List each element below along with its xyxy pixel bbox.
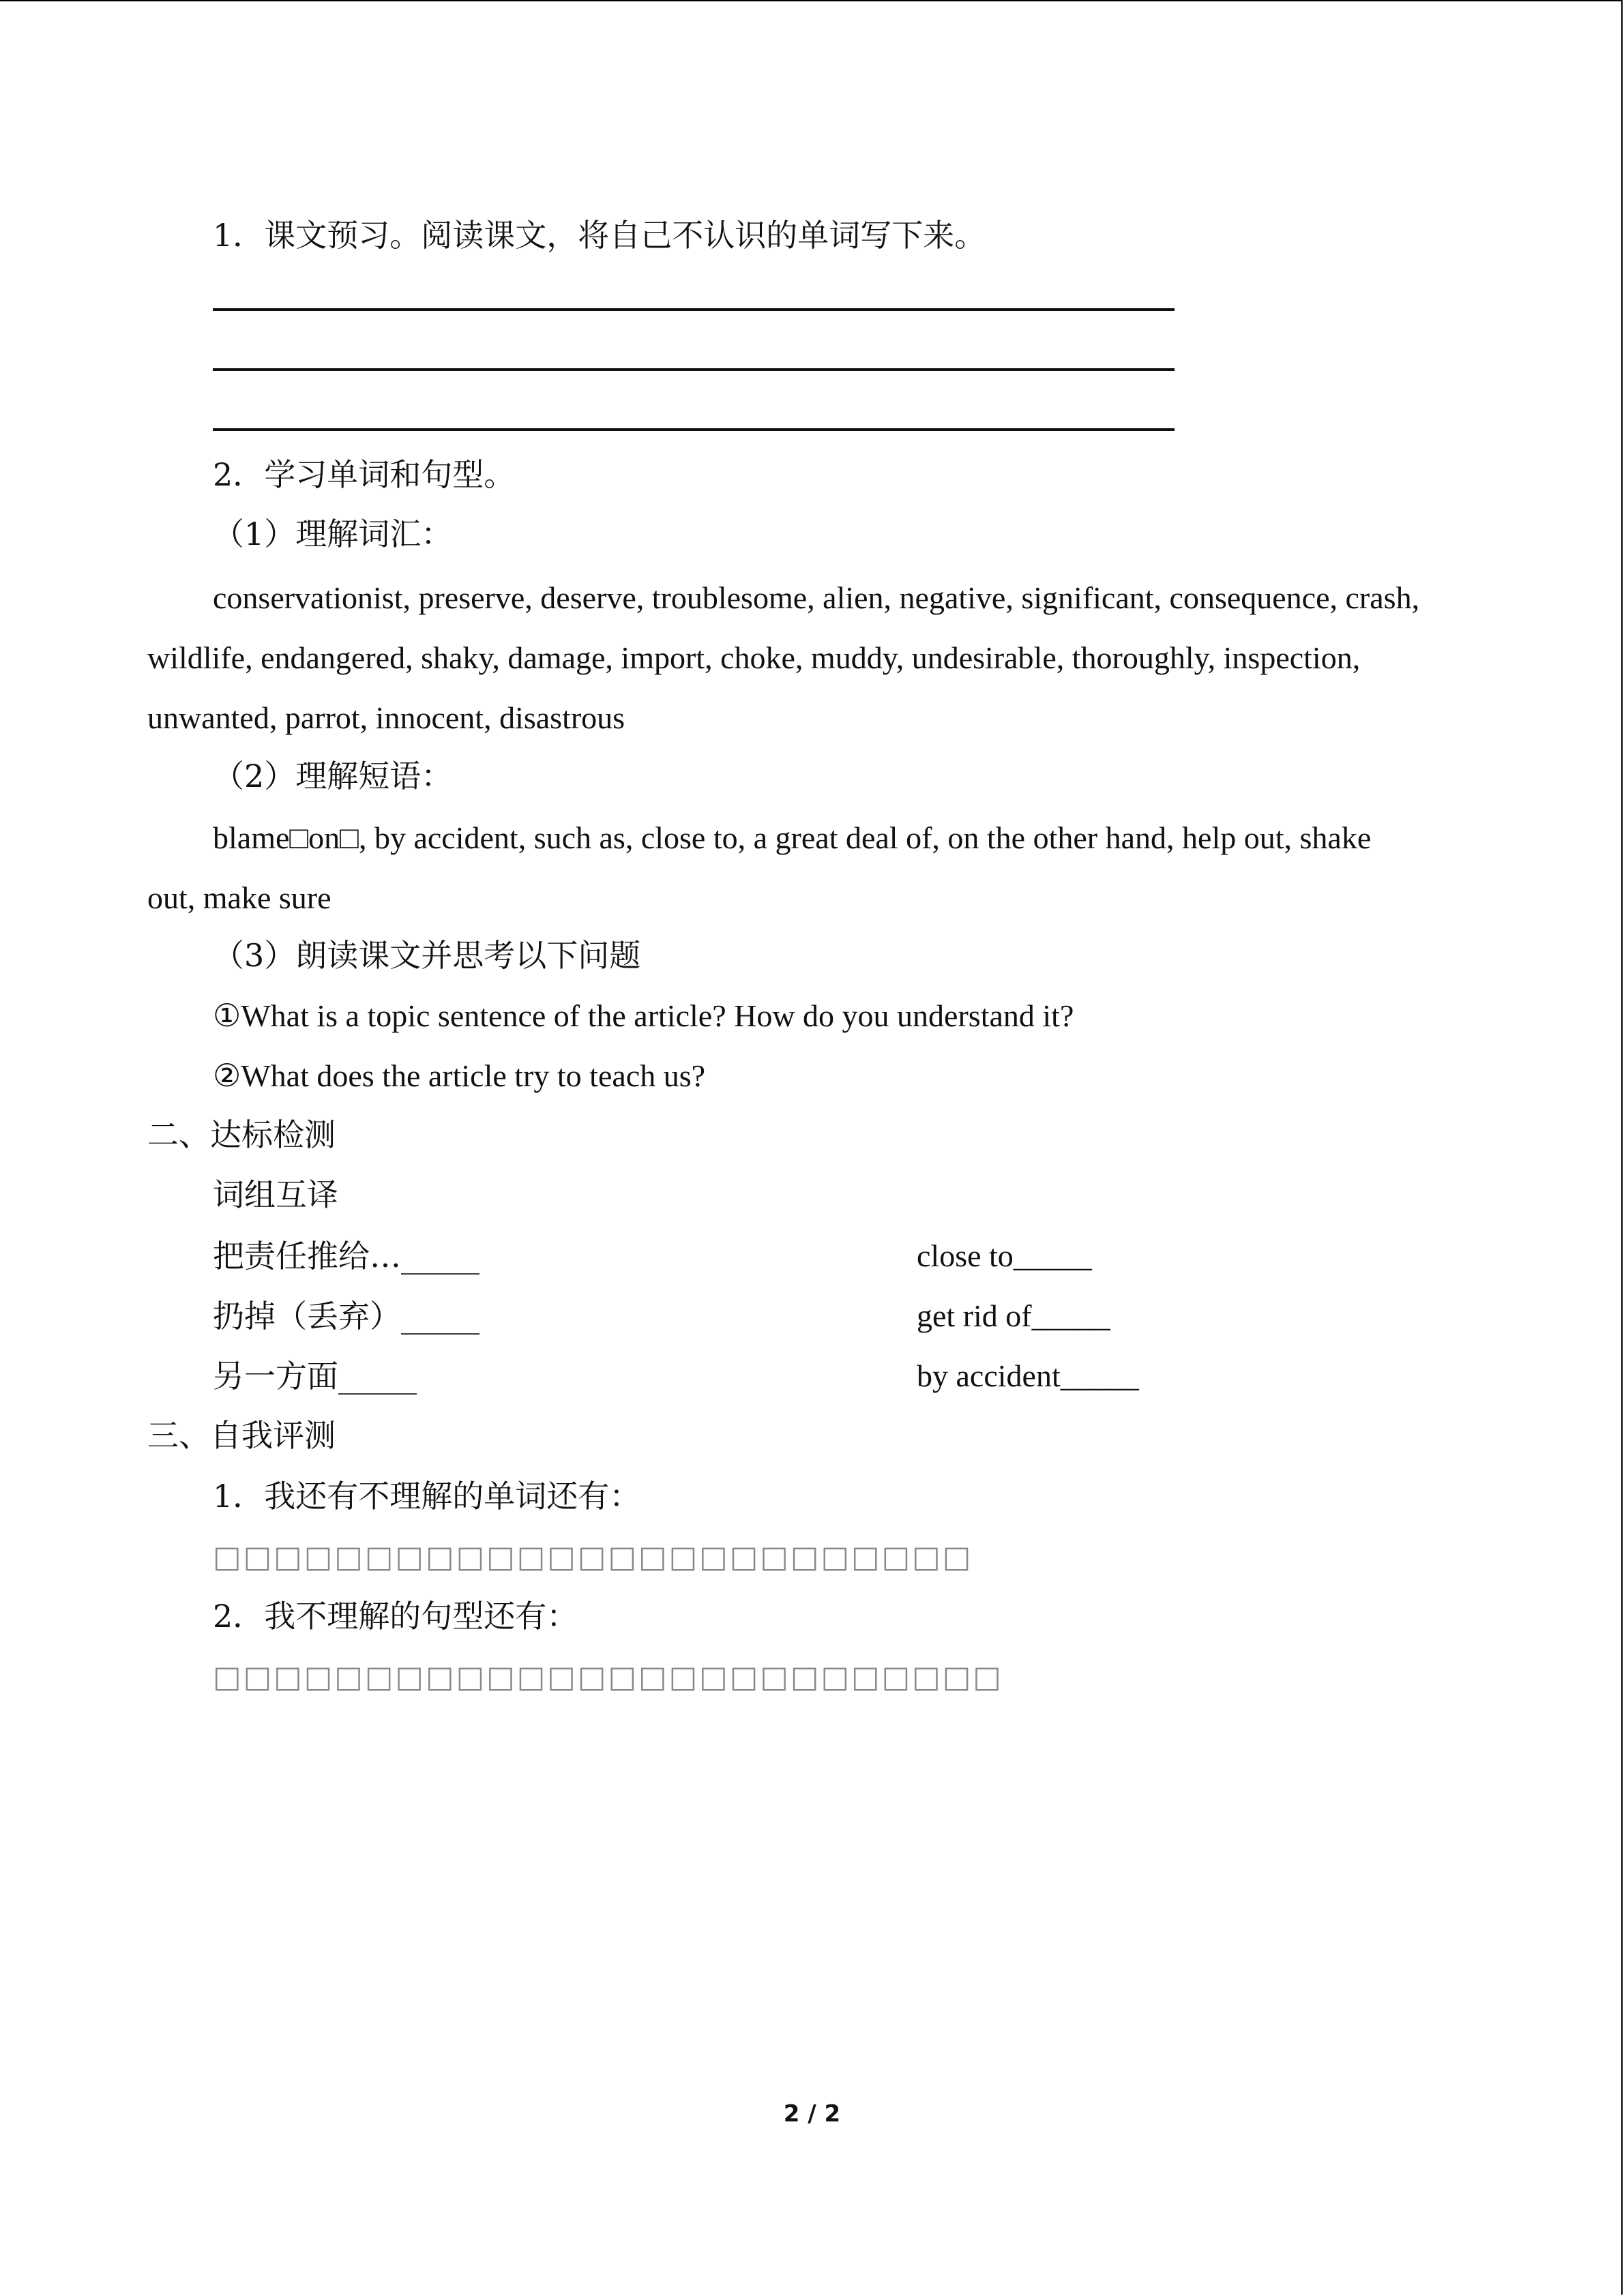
page-number: 2 / 2 <box>783 2100 841 2128</box>
reading-title: （3）朗读课文并思考以下问题 <box>213 937 641 974</box>
self-eval-item-1: 1．我还有不理解的单词还有： <box>213 1478 641 1515</box>
translate-right-2: get rid of_____ <box>917 1298 1110 1333</box>
phrase-line-1: blame□on□, by accident, such as, close to, a great deal of, on the other hand, help out, shake <box>213 820 1372 855</box>
translate-left-1: 把责任推给…_____ <box>213 1238 479 1274</box>
translate-right-3: by accident_____ <box>917 1358 1139 1393</box>
preview-item-2: 2．学习单词和句型。 <box>213 456 516 493</box>
test-subheading: 词组互译 <box>213 1176 338 1213</box>
question-1: ①What is a topic sentence of the article? How do you understand it? <box>213 998 1074 1033</box>
translate-left-3: 另一方面_____ <box>213 1358 417 1395</box>
question-2: ②What does the article try to teach us? <box>213 1058 706 1093</box>
translate-left-2: 扔掉（丢弃）_____ <box>213 1298 479 1335</box>
answer-boxes-1[interactable]: □□□□□□□□□□□□□□□□□□□□□□□□□ <box>213 1540 973 1575</box>
self-eval-heading: 三、自我评测 <box>147 1417 336 1454</box>
translate-right-1: close to_____ <box>917 1238 1092 1273</box>
vocab-line-3: unwanted, parrot, innocent, disastrous <box>147 700 625 735</box>
vocab-line-2: wildlife, endangered, shaky, damage, import, choke, muddy, undesirable, thoroughly, inspection, <box>147 640 1361 675</box>
vocab-title: （1）理解词汇： <box>213 516 453 552</box>
answer-line-2[interactable] <box>213 368 1175 371</box>
self-eval-item-2: 2．我不理解的句型还有： <box>213 1598 578 1635</box>
test-heading: 二、达标检测 <box>147 1116 336 1153</box>
answer-line-1[interactable] <box>213 308 1175 311</box>
phrase-line-2: out, make sure <box>147 880 331 915</box>
phrase-title: （2）理解短语： <box>213 758 453 794</box>
vocab-line-1: conservationist, preserve, deserve, troublesome, alien, negative, significant, consequence, crash, <box>213 580 1420 615</box>
preview-item-1: 1．课文预习。阅读课文，将自己不认识的单词写下来。 <box>213 217 986 254</box>
answer-line-3[interactable] <box>213 428 1175 431</box>
answer-boxes-2[interactable]: □□□□□□□□□□□□□□□□□□□□□□□□□□ <box>213 1660 1003 1695</box>
